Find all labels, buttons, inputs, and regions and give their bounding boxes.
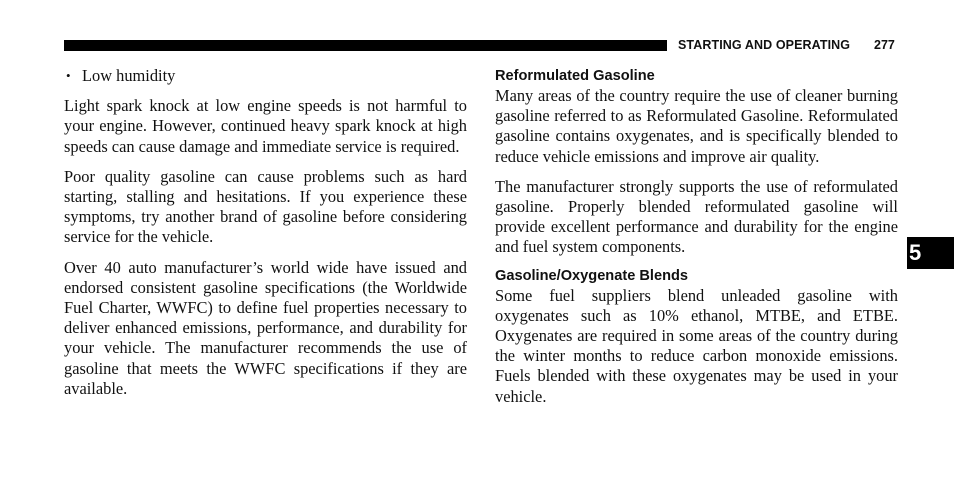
heading-reformulated-gasoline: Reformulated Gasoline [495, 68, 655, 84]
list-item-text: Low humidity [82, 66, 176, 85]
bullet-list [64, 66, 467, 86]
running-header-title: STARTING AND OPERATING [678, 38, 851, 52]
bullet-icon: • [66, 68, 71, 83]
paragraph-reformulated-support: The manufacturer strongly supports the use of reformulated gasoline. Properly blended reformulated gasoline will provide excellent performance and durability for the engine and fuel system components. [495, 176, 898, 257]
paragraph-poor-quality: Poor quality gasoline can cause problems such as hard starting, stalling and hesitations. If you experience these symptoms, try another brand of gasoline before considering service for the vehicle. [64, 166, 467, 247]
paragraph-spark-knock: Light spark knock at low engine speeds is not harmful to your engine. However, continued heavy spark knock at high speeds can cause damage and immediate service is required. [64, 96, 467, 156]
page-number: 277 [874, 38, 895, 52]
list-item [64, 66, 467, 86]
paragraph-reformulated-intro: Many areas of the country require the use of cleaner burning gasoline referred to as Reformulated Gasoline. Reformulated gasoline contains oxygenates, and is specifically blended to reduce vehicle emissions and improve air quality. [495, 86, 898, 166]
paragraph-oxygenate-blends: Some fuel suppliers blend unleaded gasoline with oxygenates such as 10% ethanol, MTBE, and ETBE. Oxygenates are required in some areas of the country during the winter months to reduce carbon monoxide emissions. Fuels blended with these oxygenates may be used in your vehicle. [495, 285, 898, 406]
header-rule [64, 40, 667, 51]
left-column [64, 66, 467, 399]
right-column [495, 66, 898, 407]
heading-oxygenate-blends: Gasoline/Oxygenate Blends [495, 267, 689, 284]
paragraph-wwfc: Over 40 auto manufacturer’s world wide have issued and endorsed consistent gasoline specifications (the Worldwide Fuel Charter, WWFC) to define fuel properties necessary to deliver enhanced emissions, performance, and durability for your vehicle. The manufacturer recommends the use of gasoline that meets the WWFC specifications if they are available. [64, 257, 467, 398]
chapter-tab: 5 [907, 237, 954, 269]
